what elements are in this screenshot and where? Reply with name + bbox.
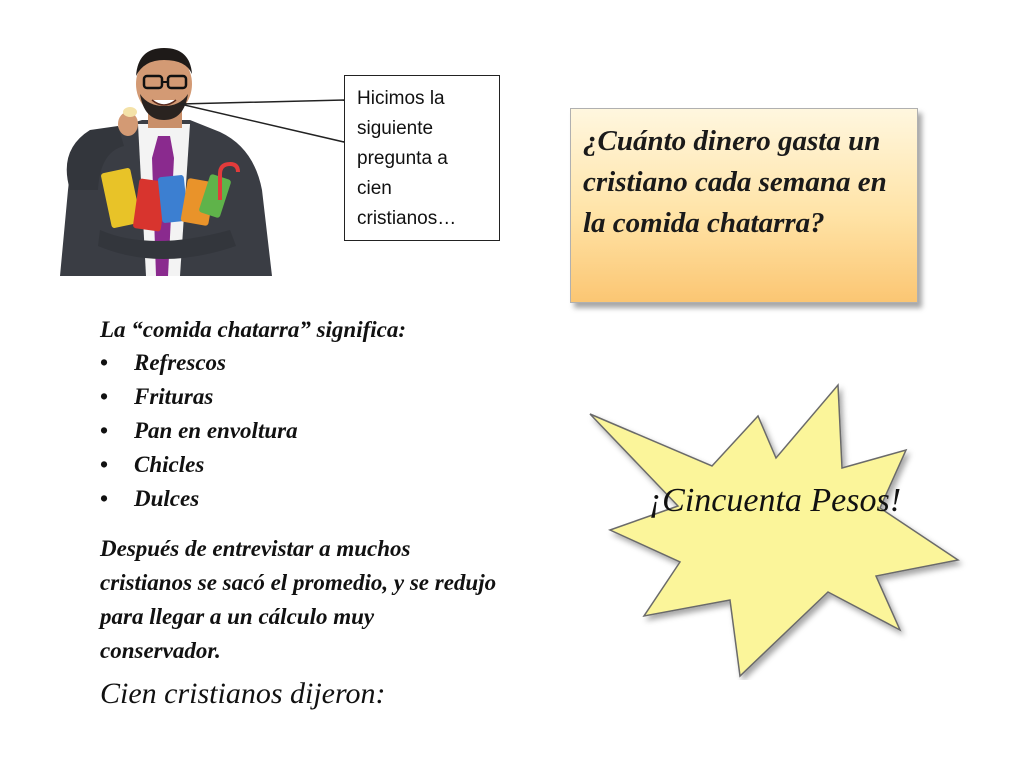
question-text: ¿Cuánto dinero gasta un cristiano cada semana en la comida chatarra? [583, 125, 887, 239]
bullet-icon: • [100, 486, 109, 511]
speech-bubble [344, 75, 500, 241]
definitions-section [100, 313, 500, 714]
list-item [100, 380, 500, 414]
definitions-heading: La “comida chatarra” significa: [100, 317, 407, 342]
list-item [100, 482, 500, 516]
answer-text: ¡Cincuenta Pesos! [648, 482, 902, 519]
bullet-icon: • [100, 418, 109, 443]
list-item-label: Pan en envoltura [134, 418, 298, 443]
junk-food-list [100, 346, 500, 516]
list-item-label: Chicles [134, 452, 205, 477]
closing-line: Cien cristianos dijeron: [100, 677, 386, 710]
question-box [570, 108, 918, 303]
list-item-label: Frituras [134, 384, 214, 409]
speech-bubble-tail [180, 70, 360, 160]
bullet-icon: • [100, 350, 109, 375]
list-item-label: Dulces [134, 486, 200, 511]
list-item [100, 414, 500, 448]
speech-bubble-text: Hicimos la siguiente pregunta a cien cristianos… [357, 88, 457, 229]
bullet-icon: • [100, 384, 109, 409]
explanation-paragraph: Después de entrevistar a muchos cristianos se sacó el promedio, y se redujo para llegar a un cálculo muy conservador. [100, 536, 497, 663]
list-item [100, 346, 500, 380]
bullet-icon: • [100, 452, 109, 477]
list-item-label: Refrescos [134, 350, 226, 375]
list-item [100, 448, 500, 482]
starburst-shape [580, 380, 970, 680]
